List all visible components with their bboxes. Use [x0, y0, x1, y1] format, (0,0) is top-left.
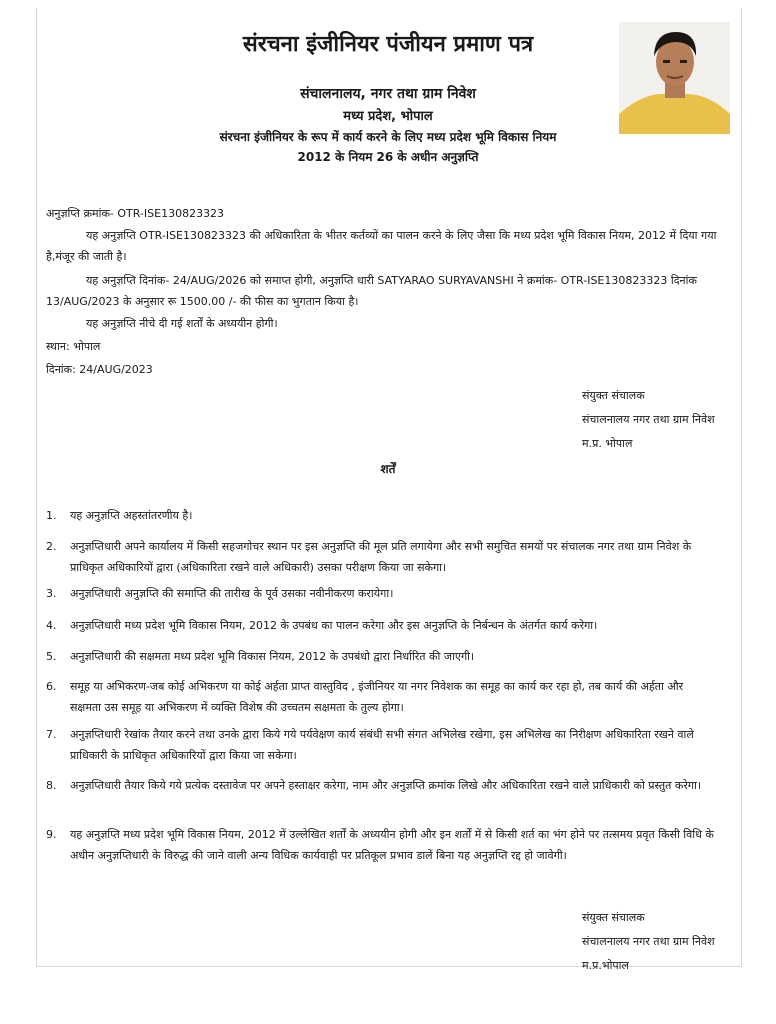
signatory-location: म.प्र. भोपाल: [582, 437, 633, 450]
certificate-subtitle-line1: संरचना इंजीनियर के रूप में कार्य करने के लिए मध्य प्रदेश भूमि विकास नियम: [219, 130, 557, 144]
condition-text: यह अनुज्ञप्ति मध्य प्रदेश भूमि विकास नियम, 2012 में उल्लेखित शर्तों के अध्ययीन होगी और इन शर्तों में से किसी शर्त का भंग होने पर तत्समय प्रवृत किसी विधि के अधीन अनुज्ञप्तिधारी के विरुद्ध की जाने वाली अन्य विधिक कार्यवाही पर प्रतिकूल प्रभाव डालें बिना यह अनुज्ञप्ति रद्द हो जावेगी।: [70, 828, 714, 862]
condition-text: अनुज्ञप्तिधारी मध्य प्रदेश भूमि विकास नियम, 2012 के उपबंध का पालन करेगा और इस अनुज्ञप्ति के निर्बन्धन के अंतर्गत कार्य करेगा।: [70, 619, 598, 632]
condition-item: [46, 646, 714, 667]
condition-number: 8.: [46, 779, 57, 792]
signatory-office: संचालनालय नगर तथा ग्राम निवेश: [582, 413, 715, 426]
condition-item: [46, 724, 714, 766]
condition-item: [46, 583, 714, 604]
condition-item: [46, 615, 714, 636]
condition-item: [46, 824, 714, 866]
condition-text: अनुज्ञप्तिधारी की सक्षमता मध्य प्रदेश भूमि विकास नियम, 2012 के उपबंधो द्वारा निर्धारित की जाएगी।: [70, 650, 475, 663]
condition-text: अनुज्ञप्तिधारी अपने कार्यालय में किसी सहजगोचर स्थान पर इस अनुज्ञप्ति की मूल प्रति लगायेगा और सभी समुचित समयों पर संचालक नगर तथा ग्राम निवेश के प्राधिकृत अधिकारियों द्वारा (अधिकारिता रखने वाले अधिकारी) उसका परीक्षण किया जा सकेगा।: [70, 540, 692, 574]
condition-text: यह अनुज्ञप्ति अहस्तांतरणीय है।: [70, 509, 193, 522]
condition-text: अनुज्ञप्तिधारी रेखांक तैयार करने तथा उनके द्वारा किये गये पर्यवेक्षण कार्य संबंधी सभी संगत अभिलेख रखेगा, इस अभिलेख का निरीक्षण अधिकारिता रखने वाले प्राधिकारी के प्राधिकृत अधिकारियों द्वारा किया जा सकेगा।: [70, 728, 694, 762]
condition-text: अनुज्ञप्तिधारी तैयार किये गये प्रत्येक दस्तावेज पर अपने हस्ताक्षर करेगा, नाम और अनुज्ञप्ति क्रमांक लिखे और अधिकारिता रखने वाले प्राधिकारी को प्रस्तुत करेगा।: [70, 779, 702, 792]
signatory-location: म.प्र.भोपाल: [582, 959, 629, 972]
date-label: दिनांक: 24/AUG/2023: [46, 363, 153, 376]
condition-text: अनुज्ञप्तिधारी अनुज्ञप्ति की समाप्ति की तारीख के पूर्व उसका नवीनीकरण करायेगा।: [70, 587, 394, 600]
license-number: अनुज्ञप्ति क्रमांक- OTR-ISE130823323: [46, 207, 225, 220]
office-name: संचालनालय, नगर तथा ग्राम निवेश: [300, 86, 476, 102]
signatory-designation: संयुक्त संचालक: [582, 389, 645, 402]
condition-item: [46, 505, 714, 526]
condition-item: [46, 775, 714, 796]
signatory-designation: संयुक्त संचालक: [582, 911, 645, 924]
condition-text: समूह या अभिकरण-जब कोई अभिकरण या कोई अर्हता प्राप्त वास्तुविद , इंजीनियर या नगर निवेशक का समूह का कार्य कर रहा हो, तब कार्य की अर्हता और सक्षमता उस समूह या अभिकरण में व्यक्ति विशेष की उच्चतम सक्षमता के तुल्य होगा।: [70, 680, 684, 714]
paragraph-jurisdiction: यह अनुज्ञप्ति OTR-ISE130823323 की अधिकारिता के भीतर कर्तव्यों का पालन करने के लिए जैसा कि मध्य प्रदेश भूमि विकास नियम, 2012 में दिया गया है,मंजूर की जाती है।: [46, 229, 717, 263]
office-place: मध्य प्रदेश, भोपाल: [343, 109, 433, 124]
condition-item: [46, 536, 714, 578]
condition-number: 6.: [46, 680, 57, 693]
paragraph-conditions-note: यह अनुज्ञप्ति नीचे दी गई शर्तों के अध्ययीन होगी।: [86, 317, 278, 330]
condition-number: 5.: [46, 650, 57, 663]
condition-item: [46, 676, 714, 718]
certificate-title: संरचना इंजीनियर पंजीयन प्रमाण पत्र: [242, 32, 534, 57]
condition-number: 9.: [46, 828, 57, 841]
place-label: स्थान: भोपाल: [46, 340, 101, 353]
certificate-subtitle-line2: 2012 के नियम 26 के अधीन अनुज्ञप्ति: [297, 150, 479, 164]
paragraph-validity: यह अनुज्ञप्ति दिनांक- 24/AUG/2026 को समाप्त होगी, अनुज्ञप्ति धारी SATYARAO SURYAVANSHI ने क्रमांक- OTR-ISE130823323 दिनांक 13/AUG/2023 के अनुसार रू 1500.00 /- की फीस का भुगतान किया है।: [46, 274, 697, 308]
signature-block-bottom: [582, 906, 715, 978]
signature-block-top: [582, 384, 715, 456]
condition-number: 4.: [46, 619, 57, 632]
condition-number: 3.: [46, 587, 57, 600]
signatory-office: संचालनालय नगर तथा ग्राम निवेश: [582, 935, 715, 948]
condition-number: 2.: [46, 540, 57, 553]
condition-number: 1.: [46, 509, 57, 522]
condition-number: 7.: [46, 728, 57, 741]
conditions-heading: शर्तें: [380, 462, 396, 476]
